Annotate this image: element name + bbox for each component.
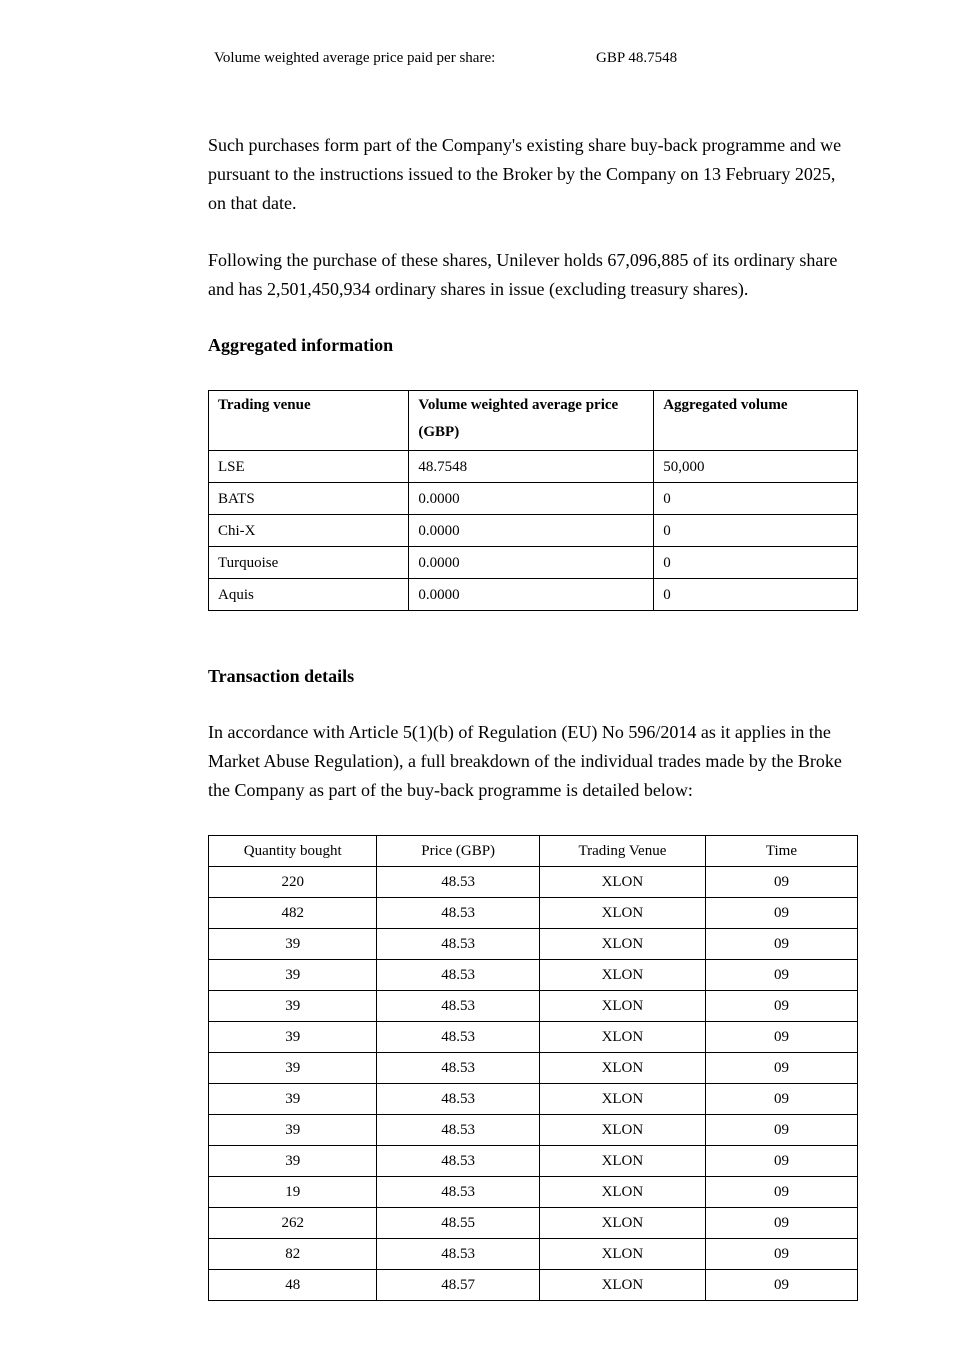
regulation-paragraph-line: the Company as part of the buy-back programme is detailed below:	[208, 780, 693, 800]
cell-time: 09	[705, 929, 857, 960]
cell-time: 09	[705, 1022, 857, 1053]
cell-vwap: 0.0000	[409, 547, 654, 579]
cell-trading-venue: BATS	[209, 483, 409, 515]
table-row	[209, 1053, 858, 1084]
cell-time: 09	[705, 1115, 857, 1146]
buyback-paragraph-line: pursuant to the instructions issued to the Broker by the Company on 13 February 2025,	[208, 164, 836, 184]
cell-price: 48.53	[377, 1084, 540, 1115]
cell-quantity: 39	[209, 991, 377, 1022]
table-row	[209, 1270, 858, 1301]
holdings-paragraph-line: and has 2,501,450,934 ordinary shares in issue (excluding treasury shares).	[208, 279, 749, 299]
cell-time: 09	[705, 960, 857, 991]
cell-price: 48.53	[377, 929, 540, 960]
vwap-value: GBP 48.7548	[596, 50, 678, 66]
cell-trading-venue: Turquoise	[209, 547, 409, 579]
header-quantity: Quantity bought	[209, 836, 377, 867]
cell-vwap: 48.7548	[409, 451, 654, 483]
cell-price: 48.53	[377, 1053, 540, 1084]
cell-quantity: 82	[209, 1239, 377, 1270]
header-price: Price (GBP)	[377, 836, 540, 867]
cell-time: 09	[705, 1239, 857, 1270]
buyback-paragraph	[208, 131, 858, 218]
table-row	[209, 867, 858, 898]
table-row	[209, 579, 858, 611]
table-row	[209, 547, 858, 579]
cell-trading-venue: XLON	[539, 867, 705, 898]
cell-time: 09	[705, 1146, 857, 1177]
cell-price: 48.55	[377, 1208, 540, 1239]
table-row	[209, 451, 858, 483]
cell-trading-venue: XLON	[539, 1146, 705, 1177]
cell-time: 09	[705, 1053, 857, 1084]
cell-price: 48.57	[377, 1270, 540, 1301]
cell-price: 48.53	[377, 960, 540, 991]
cell-vwap: 0.0000	[409, 579, 654, 611]
table-row	[209, 1208, 858, 1239]
cell-trading-venue: XLON	[539, 1270, 705, 1301]
cell-time: 09	[705, 1270, 857, 1301]
header-trading-venue: Trading Venue	[539, 836, 705, 867]
cell-trading-venue: XLON	[539, 1208, 705, 1239]
cell-quantity: 39	[209, 1146, 377, 1177]
cell-time: 09	[705, 1084, 857, 1115]
table-row	[209, 515, 858, 547]
cell-time: 09	[705, 991, 857, 1022]
cell-trading-venue: LSE	[209, 451, 409, 483]
cell-trading-venue: Chi-X	[209, 515, 409, 547]
cell-trading-venue: XLON	[539, 991, 705, 1022]
cell-time: 09	[705, 1208, 857, 1239]
aggregated-heading: Aggregated information	[208, 335, 394, 355]
cell-price: 48.53	[377, 1115, 540, 1146]
cell-trading-venue: Aquis	[209, 579, 409, 611]
cell-price: 48.53	[377, 1022, 540, 1053]
holdings-paragraph	[208, 246, 858, 304]
cell-price: 48.53	[377, 991, 540, 1022]
table-row	[209, 1022, 858, 1053]
cell-vwap: 0.0000	[409, 483, 654, 515]
cell-aggregated-volume: 0	[654, 515, 858, 547]
table-row	[209, 1084, 858, 1115]
cell-quantity: 39	[209, 1022, 377, 1053]
cell-price: 48.53	[377, 1239, 540, 1270]
cell-quantity: 39	[209, 929, 377, 960]
cell-quantity: 39	[209, 1053, 377, 1084]
table-row	[209, 991, 858, 1022]
cell-quantity: 39	[209, 1115, 377, 1146]
table-row	[209, 1115, 858, 1146]
cell-vwap: 0.0000	[409, 515, 654, 547]
cell-trading-venue: XLON	[539, 1115, 705, 1146]
cell-time: 09	[705, 898, 857, 929]
cell-aggregated-volume: 50,000	[654, 451, 858, 483]
cell-trading-venue: XLON	[539, 898, 705, 929]
table-row	[209, 898, 858, 929]
cell-quantity: 19	[209, 1177, 377, 1208]
cell-aggregated-volume: 0	[654, 483, 858, 515]
vwap-summary	[214, 50, 678, 67]
holdings-paragraph-line: Following the purchase of these shares, Unilever holds 67,096,885 of its ordinary share	[208, 250, 838, 270]
vwap-label: Volume weighted average price paid per share:	[214, 50, 496, 66]
cell-quantity: 39	[209, 1084, 377, 1115]
cell-price: 48.53	[377, 1177, 540, 1208]
cell-quantity: 220	[209, 867, 377, 898]
cell-trading-venue: XLON	[539, 1022, 705, 1053]
cell-quantity: 48	[209, 1270, 377, 1301]
header-vwap-line: (GBP)	[418, 424, 460, 440]
table-row	[209, 1146, 858, 1177]
buyback-paragraph-line: on that date.	[208, 193, 297, 213]
cell-time: 09	[705, 1177, 857, 1208]
transaction-heading: Transaction details	[208, 666, 355, 686]
cell-trading-venue: XLON	[539, 960, 705, 991]
header-aggregated-volume: Aggregated volume	[654, 391, 858, 451]
header-vwap-line: Volume weighted average price	[418, 397, 619, 413]
buyback-paragraph-line: Such purchases form part of the Company's existing share buy-back programme and we	[208, 135, 842, 155]
table-header-row	[209, 391, 858, 451]
table-row	[209, 1177, 858, 1208]
cell-quantity: 262	[209, 1208, 377, 1239]
table-row	[209, 960, 858, 991]
regulation-paragraph	[208, 718, 858, 805]
header-vwap	[409, 391, 654, 451]
header-trading-venue: Trading venue	[209, 391, 409, 451]
cell-aggregated-volume: 0	[654, 547, 858, 579]
cell-trading-venue: XLON	[539, 1053, 705, 1084]
cell-price: 48.53	[377, 898, 540, 929]
aggregated-table	[208, 390, 858, 611]
cell-price: 48.53	[377, 1146, 540, 1177]
regulation-paragraph-line: Market Abuse Regulation), a full breakdown of the individual trades made by the Broke	[208, 751, 842, 771]
cell-trading-venue: XLON	[539, 1177, 705, 1208]
header-time: Time	[705, 836, 857, 867]
transaction-table	[208, 835, 858, 1301]
cell-trading-venue: XLON	[539, 1084, 705, 1115]
cell-quantity: 482	[209, 898, 377, 929]
cell-aggregated-volume: 0	[654, 579, 858, 611]
cell-price: 48.53	[377, 867, 540, 898]
table-row	[209, 929, 858, 960]
cell-trading-venue: XLON	[539, 929, 705, 960]
table-row	[209, 1239, 858, 1270]
cell-quantity: 39	[209, 960, 377, 991]
regulation-paragraph-line: In accordance with Article 5(1)(b) of Regulation (EU) No 596/2014 as it applies in the	[208, 722, 831, 742]
table-row	[209, 483, 858, 515]
table-header-row	[209, 836, 858, 867]
cell-trading-venue: XLON	[539, 1239, 705, 1270]
cell-time: 09	[705, 867, 857, 898]
